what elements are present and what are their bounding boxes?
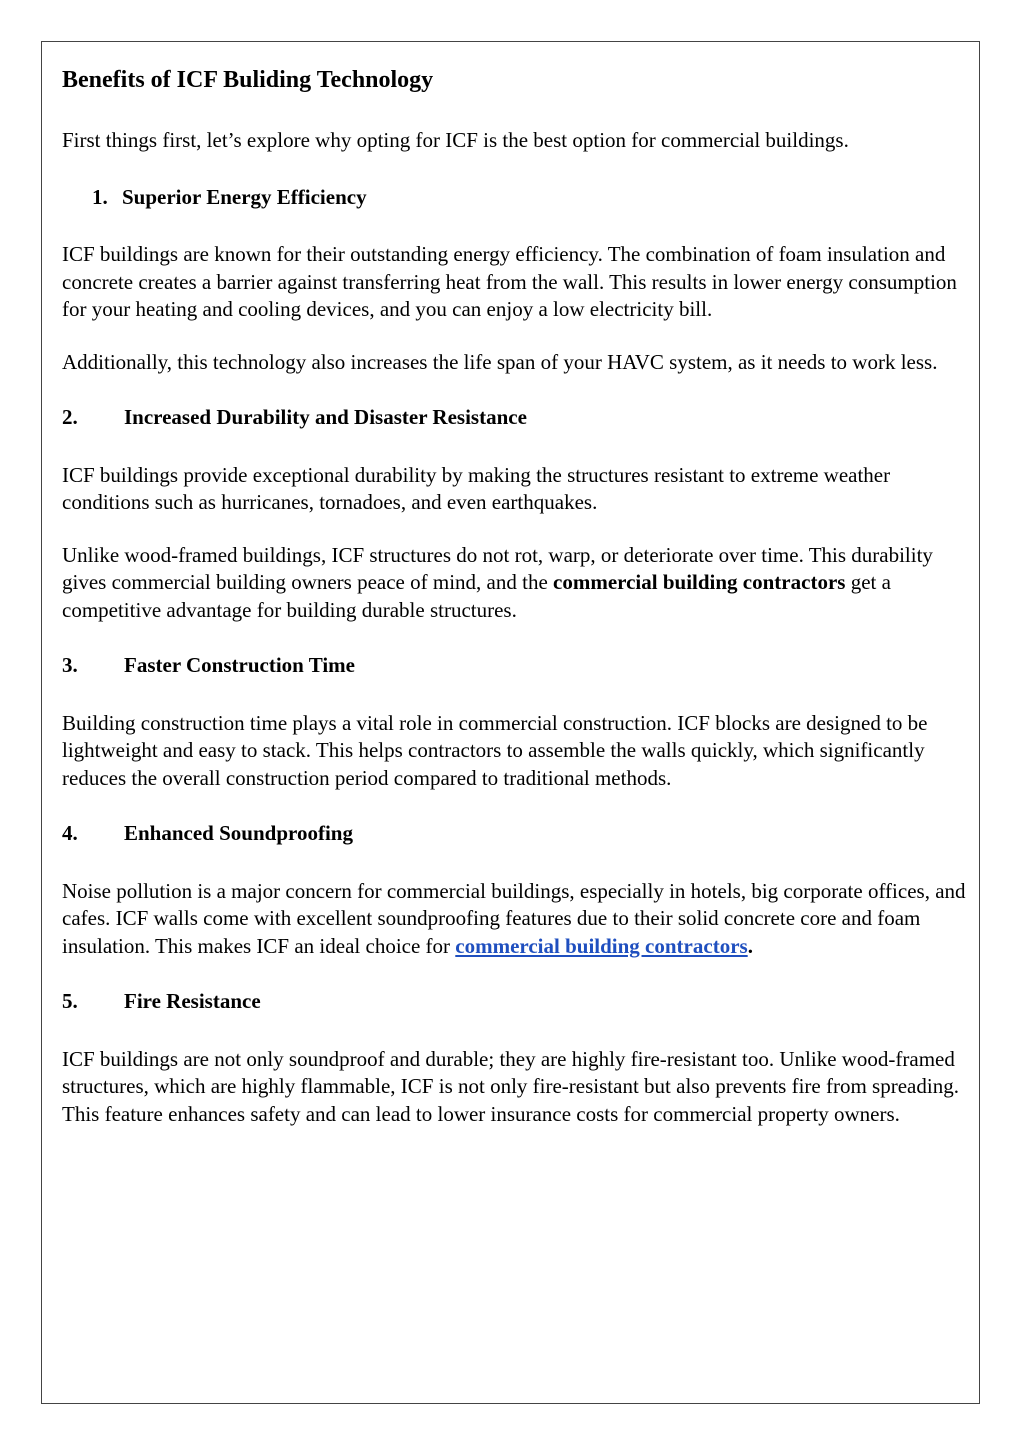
paragraph [62,542,967,625]
section-heading-energy-efficiency [62,184,967,212]
paragraph: ICF buildings are not only soundproof and durable; they are highly fire-resistant too. Unlike wood-framed structures, which are highly flammable, ICF is not only fire-resistant but also prevents fire from spreading. This feature enhances safety and can lead to lower insurance costs for commercial property owners. [62,1046,959,1126]
section-heading-soundproofing [62,820,967,848]
paragraph-text: get a competitive advantage for building durable structures. [62,570,891,622]
paragraph-text: Unlike wood-framed buildings, ICF structures do not rot, warp, or deteriorate over time. This durability gives commercial building owners peace of mind, and the [62,542,933,594]
section-number: 5. [62,989,78,1013]
section-title: Superior Energy Efficiency [122,184,367,209]
document-title: Benefits of ICF Buliding Technology [62,67,434,93]
paragraph: Additionally, this technology also increases the life span of your HAVC system, as it needs to work less. [62,349,938,374]
section-title: Fire Resistance [124,989,261,1013]
contractors-link[interactable]: commercial building contractors [455,933,748,958]
section-number: 3. [62,653,78,677]
paragraph: Building construction time plays a vital role in commercial construction. ICF blocks are designed to be lightweight and easy to stack. This helps contractors to assemble the walls quickly, which significantly reduces the overall construction period compared to traditional methods. [62,710,928,790]
bold-phrase: commercial building contractors [553,570,846,594]
section-title: Enhanced Soundproofing [124,821,353,845]
section-heading-durability [62,404,967,432]
section-number: 1. [92,184,108,209]
paragraph-text: . [747,933,753,958]
paragraph-text: Noise pollution is a major concern for commercial buildings, especially in hotels, big corporate offices, and cafes. ICF walls come with excellent soundproofing features due to their solid concrete core and foam insulation. This makes ICF an ideal choice for [62,878,966,958]
section-title: Increased Durability and Disaster Resistance [124,405,527,429]
section-title: Faster Construction Time [124,653,355,677]
section-heading-fire-resistance [62,988,967,1016]
paragraph [62,878,967,961]
paragraph: ICF buildings are known for their outstanding energy efficiency. The combination of foam insulation and concrete creates a barrier against transferring heat from the wall. This results in lower energy consumption for your heating and cooling devices, and you can enjoy a low electricity bill. [62,242,957,321]
intro-paragraph: First things first, let’s explore why opting for ICF is the best option for commercial buildings. [62,128,849,152]
section-number: 4. [62,821,78,845]
section-heading-construction-time [62,652,967,680]
document-body [62,60,967,1128]
section-number: 2. [62,405,78,429]
paragraph: ICF buildings provide exceptional durability by making the structures resistant to extreme weather conditions such as hurricanes, tornadoes, and even earthquakes. [62,462,891,514]
